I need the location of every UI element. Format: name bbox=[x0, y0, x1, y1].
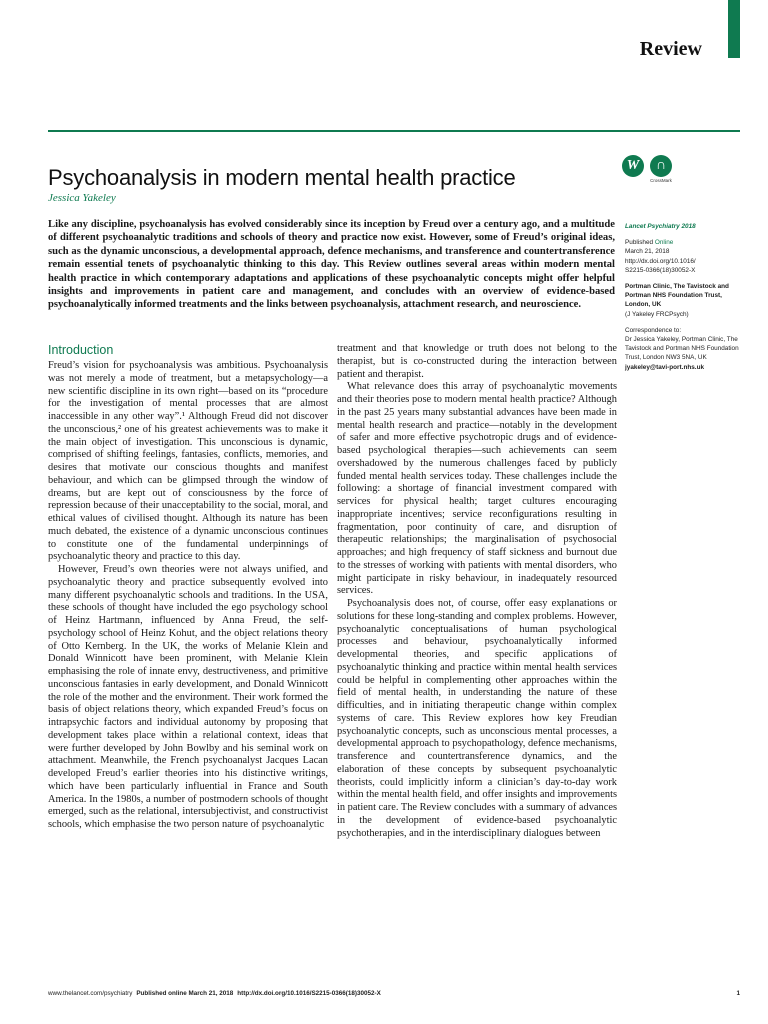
page-footer bbox=[48, 990, 740, 997]
open-access-icon[interactable]: W bbox=[622, 155, 644, 177]
sidebar-doi-line2[interactable]: S2215-0366(18)30052-X bbox=[625, 266, 696, 274]
sidebar-published-prefix: Published bbox=[625, 239, 655, 247]
body-paragraph: What relevance does this array of psychoanalytic movements and their theories pose to modern mental health practice? Although in the past 25 years many substantial advances have been made in mental health research and practice—notably in the development of safer and more effective psychotropic drugs and of evidence-based psychological therapies—such achievements can seem overshadowed by the numerous challenges faced by publicly funded mental health services today. These challenges include the following: a shortage of financial investment compared with services for physical health; target cultures encouraging inappropriate incentives; service reconfigurations resulting in fragmentation, poor continuity of care, and disruption of therapeutic relationships; the marginalisation of psychosocial approaches; and high frequency of staff sickness and burnout due to the stresses of working with patients with mental disorders, who might participate in risky behaviour, in inadequately resourced services. bbox=[337, 381, 617, 597]
footer-doi[interactable]: http://dx.doi.org/10.1016/S2215-0366(18)30052-X bbox=[237, 990, 381, 997]
body-column-right bbox=[337, 343, 617, 840]
article-icons bbox=[622, 155, 672, 183]
article-abstract: Like any discipline, psychoanalysis has evolved considerably since its inception by Freud over a century ago, and a multitude of different psychoanalytic traditions and schools of theory and practice now exist. However, some of Freud’s original ideas, such as the dynamic unconscious, a developmental approach, defence mechanisms, and transference and countertransference remain essential tenets of psychoanalytic thinking to this day. This Review outlines several areas within modern mental health practice in which contemporary adaptations and applications of these psychoanalytic concepts might offer helpful insights and improvements in patient care and management, and concludes with an overview of evidence-based psychoanalytically informed treatments and the links between psychoanalysis, attachment research, and neuroscience. bbox=[48, 219, 615, 311]
sidebar-journal: Lancet Psychiatry 2018 bbox=[625, 223, 696, 230]
crossmark-badge[interactable] bbox=[650, 155, 672, 183]
introduction-heading: Introduction bbox=[48, 343, 114, 357]
article-author: Jessica Yakeley bbox=[48, 192, 116, 204]
crossmark-icon: ∩ bbox=[650, 155, 672, 177]
body-column-left bbox=[48, 343, 328, 832]
sidebar-online-link[interactable]: Online bbox=[654, 239, 674, 247]
sidebar-email[interactable]: jyakeley@tavi-port.nhs.uk bbox=[625, 363, 705, 371]
body-paragraph: However, Freud’s own theories were not always unified, and psychoanalytic theory and practice subsequently evolved into many different psychoanalytic schools and traditions. In the USA, these schools of thought have included the ego psychology school of Heinz Hartmann, influenced by Anna Freud, the self-psychology school of Heinz Kohut, and the object relations theory of Otto Kernberg. In the UK, the works of Melanie Klein and Donald Winnicott have been prominent, with Melanie Klein emphasising the role of innate envy, destructiveness, and primitive unconscious fantasies in early development, and Donald Winnicott the role of the mother and the environment. Their work formed the basis of object relations theory, which expanded Freud’s focus on intrapsychic factors and individual autonomy by proposing that development takes place within a relational context, ideas that were further developed by John Bowlby and his seminal work on attachment. Meanwhile, the French psychoanalyst Jacques Lacan developed Freud’s earlier theories into his distinctive writings, which have been particularly influential in France and South America. In the 1980s, a number of postmodern schools of thought emerged, such as the relational, intersubjectivist, and constructivist schools, which emphasise the two person nature of psychoanalytic bbox=[48, 564, 328, 830]
sidebar-affiliation-person: (J Yakeley FRCPsych) bbox=[625, 310, 689, 318]
sidebar-affiliation: Portman Clinic, The Tavistock and Portman NHS Foundation Trust, London, UK bbox=[625, 283, 729, 309]
article-title: Psychoanalysis in modern mental health practice bbox=[48, 164, 516, 190]
page-number: 1 bbox=[736, 990, 740, 997]
footer-published: Published online March 21, 2018 bbox=[136, 990, 234, 997]
section-label: Review bbox=[639, 38, 702, 60]
sidebar-correspondence-address: Dr Jessica Yakeley, Portman Clinic, The Tavistock and Portman NHS Foundation Trust, London NW3 5NA, UK bbox=[625, 336, 739, 362]
body-paragraph: Freud’s vision for psychoanalysis was ambitious. Psychoanalysis was not merely a mode of treatment, but a metapsychology—a new scientific discipline in its own right—based on its “procedure for the investigation of mental processes that are almost inaccessible in any other way”.¹ Although Freud did not discover the unconscious,² one of his greatest achievements was to make it the main object of investigation. This unconscious is dynamic, comprised of shifting feelings, fantasies, conflicts, memories, and desires that motivate our conscious thoughts and manifest behaviour, and which can be glimpsed through the window of dreams, but are kept out of consciousness by the force of repression because of their unacceptability to the social, moral, and ethical values of civilised thought. Although its nature has been much debated, the existence of a dynamic unconscious continues to constitute one of the fundamental underpinnings of psychoanalytic theory and practice to this day. bbox=[48, 360, 328, 563]
sidebar-correspondence-label: Correspondence to: bbox=[625, 326, 682, 334]
body-paragraph: Psychoanalysis does not, of course, offer easy explanations or solutions for these long-standing and complex problems. However, psychoanalytic conceptualisations of human psychological processes and behaviour, psychoanalytically informed developmental theories, and specific applications of psychoanalytic thinking and practice within mental health services could be helpful in complementing other approaches within the field of mental health, in understanding the nature of these difficulties, and in initiating therapeutic change within complex systems of care. This Review explores how key Freudian psychoanalytic concepts, such as unconscious mental processes, a developmental approach to psychopathology, defence mechanisms, transference and countertransference dynamics, and the elaboration of these concepts by subsequent psychoanalytic theorists, could implicitly inform a clinician’s day-to-day work within the mental health field, and offer insights and improvements in patient care. The Review concludes with a summary of advances in the development of evidence-based psychoanalytic psychotherapies, and in the interdisciplinary dialogues between bbox=[337, 598, 617, 839]
header-rule bbox=[48, 130, 740, 132]
article-sidebar bbox=[625, 222, 740, 379]
footer-website[interactable]: www.thelancet.com/psychiatry bbox=[48, 990, 133, 997]
section-color-bar bbox=[728, 0, 740, 58]
sidebar-doi-line1[interactable]: http://dx.doi.org/10.1016/ bbox=[625, 257, 696, 265]
crossmark-label: CrossMark bbox=[650, 178, 672, 183]
sidebar-date: March 21, 2018 bbox=[625, 248, 670, 256]
body-paragraph: treatment and that knowledge or truth does not belong to the therapist, but is co-constructed during the interaction between patient and therapist. bbox=[337, 343, 617, 380]
